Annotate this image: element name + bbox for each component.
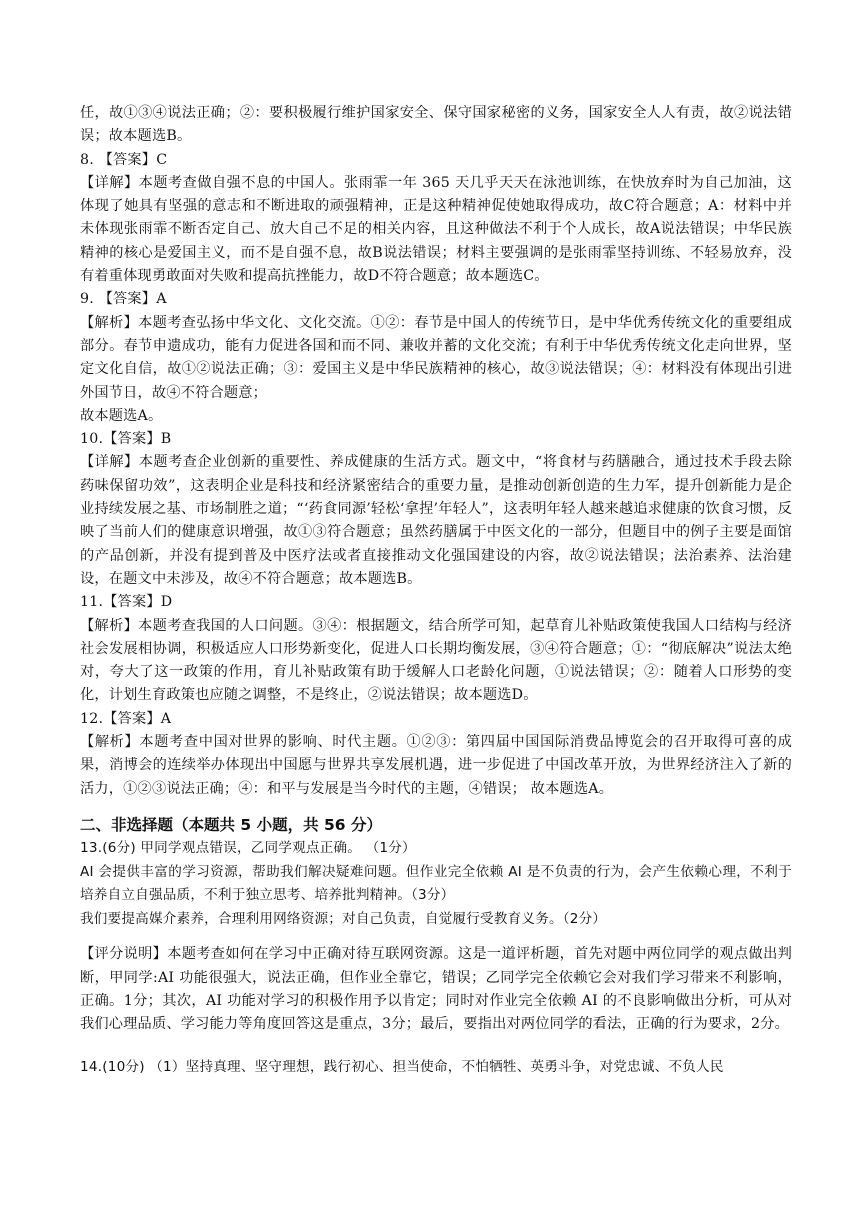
- answer-9-conclusion: 故本题选A。: [80, 407, 163, 424]
- answer-8-header: 8. 【答案】C: [80, 151, 168, 168]
- answer-7-continuation: 任，故①③④说法正确；②：要积极履行维护国家安全、保守国家秘密的义务，国家安全人人有责，故②说法错误；故本题选B。: [80, 105, 792, 145]
- answer-12-explanation: 【解析】本题考查中国对世界的影响、时代主题。①②③：第四届中国国际消费品博览会的召开取得可喜的成果，消博会的连续举办体现出中国愿与世界共享发展机遇，进一步促进了中国改革开放，为世界经济注入了新的活力，①②③说法正确；④：和平与发展是当今时代的主题，④错误； 故本题选A。: [80, 734, 792, 797]
- question-13-answer-part2: AI 会提供丰富的学习资源，帮助我们解决疑难问题。但作业完全依赖 AI 是不负责的行为，会产生依赖心理，不利于培养自立自强品质，不利于独立思考、培养批判精神。（3分）: [80, 863, 792, 904]
- question-13-scoring-notes: 【评分说明】本题考查如何在学习中正确对待互联网资源。这是一道评析题，首先对题中两位同学的观点做出判断，甲同学:AI 功能很强大，说法正确，但作业全靠它，错误；乙同学完全依赖它会对我们学习带来不利影响，正确。1分；其次，AI 功能对学习的积极作用予以肯定；同时对作业完全依赖 AI 的不良影响做出分析，可从对我们心理品质、学习能力等角度回答这是重点，3分；最后，要指出对两位同学的看法，正确的行为要求，2分。: [80, 946, 792, 1033]
- question-14-answer: 14.(10分) （1）坚持真理、坚守理想，践行初心、担当使命，不怕牺牲、英勇斗争，对党忠诚、不负人民: [80, 1059, 724, 1076]
- answer-10-header: 10.【答案】B: [80, 431, 172, 448]
- section-2-title: 二、非选择题（本题共 5 小题，共 56 分）: [80, 815, 382, 834]
- answer-10-explanation: 【详解】本题考查企业创新的重要性、养成健康的生活方式。题文中，“将食材与药膳融合，通过技术手段去除药味保留功效”，这表明企业是科技和经济紧密结合的重要力量，是推动创新创造的生力军，提升创新能力是企业持续发展之基、市场制胜之道；“‘药食同源’轻松‘拿捏’年轻人”，这表明年轻人越来越追求健康的饮食习惯，反映了当前人们的健康意识增强，故①③符合题意；虽然药膳属于中医文化的一部分，但题目中的例子主要是面馆的产品创新，并没有提到普及中医疗法或者直接推动文化强国建设的内容，故②说法错误；法治素养、法治建设，在题文中未涉及，故④不符合题意；故本题选B。: [80, 454, 792, 587]
- answer-9-header: 9. 【答案】A: [80, 291, 167, 308]
- question-13-answer-part3: 我们要提高媒介素养，合理利用网络资源；对自己负责，自觉履行受教育义务。（2分）: [80, 910, 607, 927]
- answer-11-header: 11.【答案】D: [80, 594, 173, 611]
- answer-8-explanation: 【详解】本题考查做自强不息的中国人。张雨霏一年 365 天几乎天天在泳池训练，在快放弃时为自己加油，这体现了她具有坚强的意志和不断进取的顽强精神，正是这种精神促使她取得成功，故C符合题意；A：材料中并未体现张雨霏不断否定自己、放大自己不足的相关内容，且这种做法不利于个人成长，故A说法错误；中华民族精神的核心是爱国主义，而不是自强不息，故B说法错误；材料主要强调的是张雨霏坚持训练、不轻易放弃，没有着重体现勇敢面对失败和提高抗挫能力，故D不符合题意；故本题选C。: [80, 174, 792, 285]
- answer-12-header: 12.【答案】A: [80, 710, 172, 727]
- answer-11-explanation: 【解析】本题考查我国的人口问题。③④：根据题文，结合所学可知，起草育儿补贴政策使我国人口结构与经济社会发展相协调，积极适应人口形势新变化，促进人口长期均衡发展，③④符合题意；①：“彻底解决”说法太绝对，夸大了这一政策的作用，育儿补贴政策有助于缓解人口老龄化问题，①说法错误；②：随着人口形势的变化，计划生育政策也应随之调整，不是终止，②说法错误；故本题选D。: [80, 617, 792, 704]
- question-13-answer-part1: 13.(6分) 甲同学观点错误，乙同学观点正确。 （1分）: [80, 839, 416, 856]
- document-page: [80, 102, 792, 1080]
- answer-9-explanation: 【解析】本题考查弘扬中华文化、文化交流。①②：春节是中国人的传统节日，是中华优秀传统文化的重要组成部分。春节申遗成功，能有力促进各国和而不同、兼收并蓄的文化交流；有利于中华优秀传统文化走向世界，坚定文化自信，故①②说法正确；③：爱国主义是中华民族精神的核心，故③说法错误；④：材料没有体现出引进外国节日，故④不符合题意；: [80, 314, 792, 401]
